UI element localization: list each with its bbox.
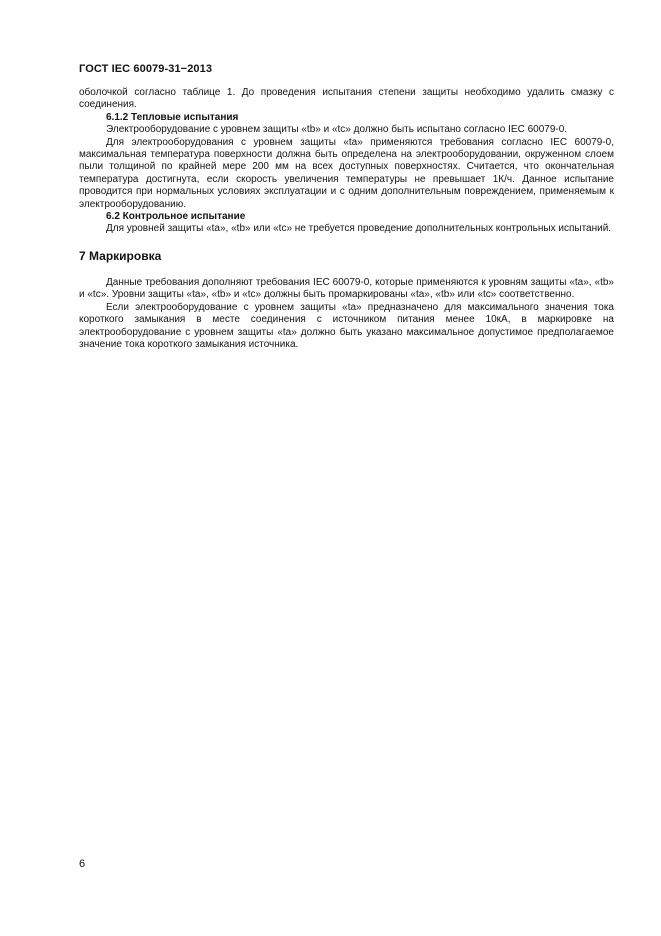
paragraph-thermal-tb-tc: Электрооборудование с уровнем защиты «tb» и «tc» должно быть испытано согласно IEC 60079-0. <box>106 124 568 136</box>
page-number: 6 <box>79 858 86 870</box>
paragraph-continuation: оболочкой согласно таблице 1. До проведения испытания степени защиты необходимо удалить смазку с соединения. <box>79 87 614 111</box>
paragraph-thermal-ta: Для электрооборудования с уровнем защиты «ta» применяются требования согласно IEC 60079-0, максимальная температура поверхности должна быть определена на электрооборудовании, окруженном слоем пыли толщиной по крайней мере 200 мм на всех доступных поверхностях. Считается, что окончательная температура достигнута, если скорость увеличения температуры не превышает 1К/ч. Данное испытание проводится при нормальных условиях эксплуатации и с одним дополнительным повреждением, применяемым к электрооборудованию. <box>79 136 614 210</box>
paragraph-marking-current: Если электрооборудование с уровнем защиты «ta» предназначено для максимального значения тока короткого замыкания в месте соединения с источником питания менее 10кА, в маркировке на электрооборудование с уровнем защиты «ta» должно быть указано максимальное допустимое предполагаемое значение тока короткого замыкания источника. <box>79 301 614 350</box>
paragraph-marking-levels: Данные требования дополняют требования IEC 60079-0, которые применяются к уровням защиты «ta», «tb» и «tc». Уровни защиты «ta», «tb» и «tc» должны быть промаркированы «ta», «tb» или «tc» соответственно. <box>79 276 614 301</box>
subsection-heading-6-2: 6.2 Контрольное испытание <box>106 211 246 223</box>
subsection-heading-6-1-2: 6.1.2 Тепловые испытания <box>106 111 239 123</box>
section-heading-7: 7 Маркировка <box>79 248 162 263</box>
paragraph-routine-test: Для уровней защиты «ta», «tb» или «tc» не требуется проведение дополнительных контрольных испытаний. <box>106 223 612 235</box>
document-header: ГОСТ IEC 60079-31−2013 <box>79 63 213 75</box>
document-body <box>79 87 614 351</box>
